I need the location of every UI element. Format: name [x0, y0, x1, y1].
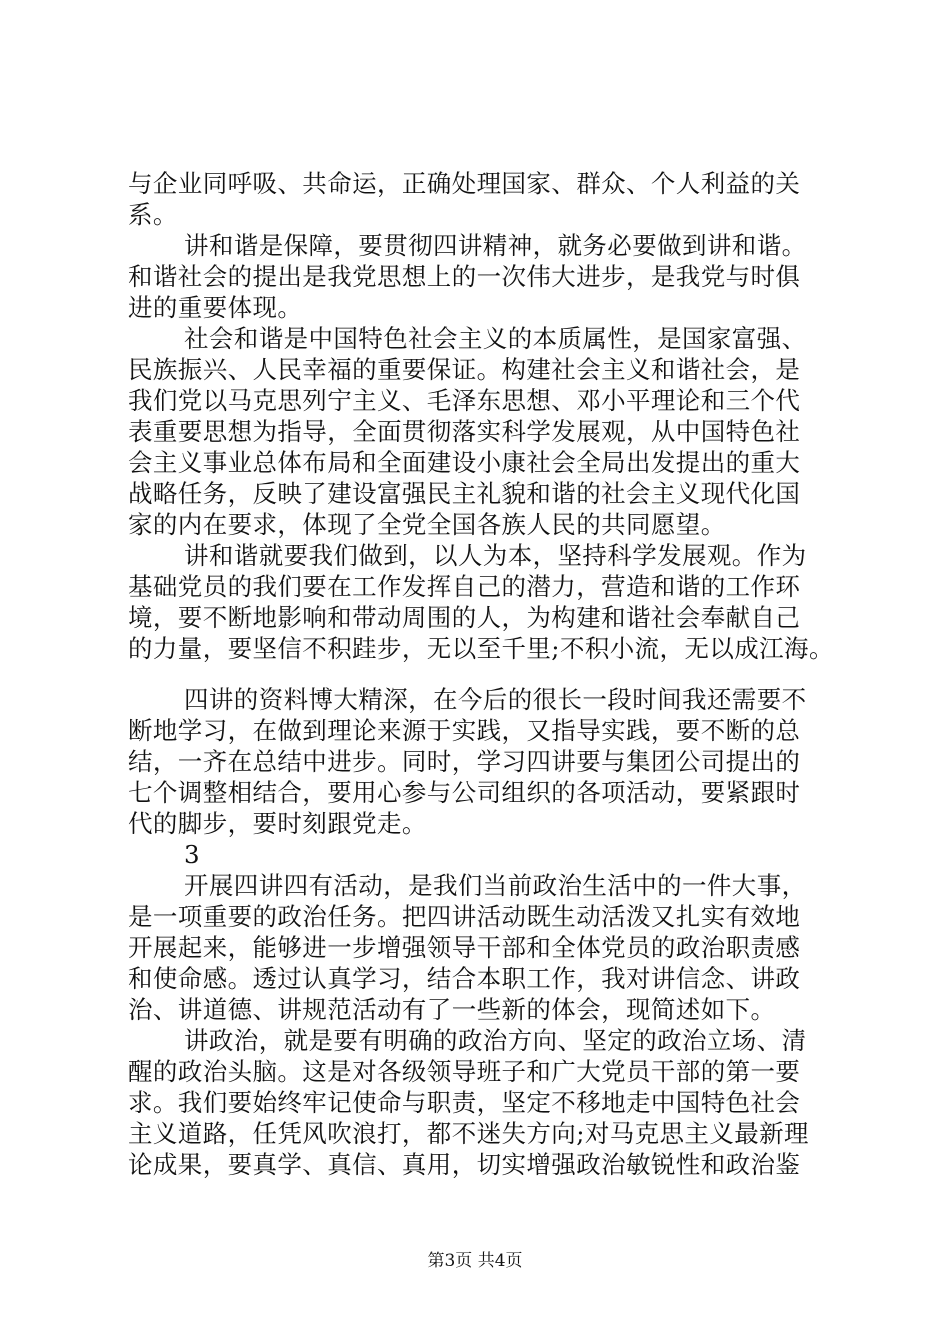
text-line: 境，要不断地影响和带动周围的人，为构建和谐社会奉献自己 — [128, 603, 801, 632]
text-line: 战略任务，反映了建设富强民主礼貌和谐的社会主义现代化国 — [128, 479, 801, 508]
text-line: 治、讲道德、讲规范活动有了一些新的体会，现简述如下。 — [128, 995, 776, 1024]
text-line: 基础党员的我们要在工作发挥自己的潜力，营造和谐的工作环 — [128, 572, 801, 601]
text-line: 会主义事业总体布局和全面建设小康社会全局出发提出的重大 — [128, 448, 801, 477]
text-line: 讲和谐是保障，要贯彻四讲精神，就务必要做到讲和谐。 — [184, 231, 807, 260]
text-line: 醒的政治头脑。这是对各级领导班子和广大党员干部的第一要 — [128, 1057, 801, 1086]
text-line: 我们党以马克思列宁主义、毛泽东思想、邓小平理论和三个代 — [128, 386, 801, 415]
text-line: 社会和谐是中国特色社会主义的本质属性，是国家富强、 — [184, 324, 807, 353]
text-line: 讲政治，就是要有明确的政治方向、坚定的政治立场、清 — [184, 1026, 807, 1055]
text-line: 3 — [184, 840, 200, 869]
text-line: 结，一齐在总结中进步。同时，学习四讲要与集团公司提出的 — [128, 747, 801, 776]
text-line: 家的内在要求，体现了全党全国各族人民的共同愿望。 — [128, 510, 726, 539]
text-line: 开展四讲四有活动，是我们当前政治生活中的一件大事， — [184, 871, 807, 900]
text-line: 的力量，要坚信不积跬步，无以至千里;不积小流，无以成江海。 — [128, 634, 834, 663]
text-line: 四讲的资料博大精深，在今后的很长一段时间我还需要不 — [184, 685, 807, 714]
text-line: 系。 — [128, 200, 178, 229]
text-line: 与企业同呼吸、共命运，正确处理国家、群众、个人利益的关 — [128, 169, 801, 198]
text-line: 讲和谐就要我们做到，以人为本，坚持科学发展观。作为 — [184, 541, 807, 570]
text-line: 和谐社会的提出是我党思想上的一次伟大进步，是我党与时俱 — [128, 262, 801, 291]
text-line: 民族振兴、人民幸福的重要保证。构建社会主义和谐社会，是 — [128, 355, 801, 384]
text-line: 七个调整相结合，要用心参与公司组织的各项活动，要紧跟时 — [128, 778, 801, 807]
text-line: 开展起来，能够进一步增强领导干部和全体党员的政治职责感 — [128, 933, 801, 962]
text-line: 代的脚步，要时刻跟党走。 — [128, 809, 427, 838]
text-line: 进的重要体现。 — [128, 293, 303, 322]
text-line: 和使命感。透过认真学习，结合本职工作，我对讲信念、讲政 — [128, 964, 801, 993]
text-line: 主义道路，任凭风吹浪打，都不迷失方向;对马克思主义最新理 — [128, 1119, 809, 1148]
text-line: 论成果，要真学、真信、真用，切实增强政治敏锐性和政治鉴 — [128, 1150, 801, 1179]
text-line: 是一项重要的政治任务。把四讲活动既生动活泼又扎实有效地 — [128, 902, 801, 931]
text-line: 表重要思想为指导，全面贯彻落实科学发展观，从中国特色社 — [128, 417, 801, 446]
text-line: 求。我们要始终牢记使命与职责，坚定不移地走中国特色社会 — [128, 1088, 801, 1117]
text-line: 断地学习，在做到理论来源于实践，又指导实践，要不断的总 — [128, 716, 801, 745]
document-body — [128, 168, 832, 1180]
paragraph-spacer — [128, 664, 832, 684]
page-number-footer: 第3页 共4页 — [427, 1251, 523, 1271]
